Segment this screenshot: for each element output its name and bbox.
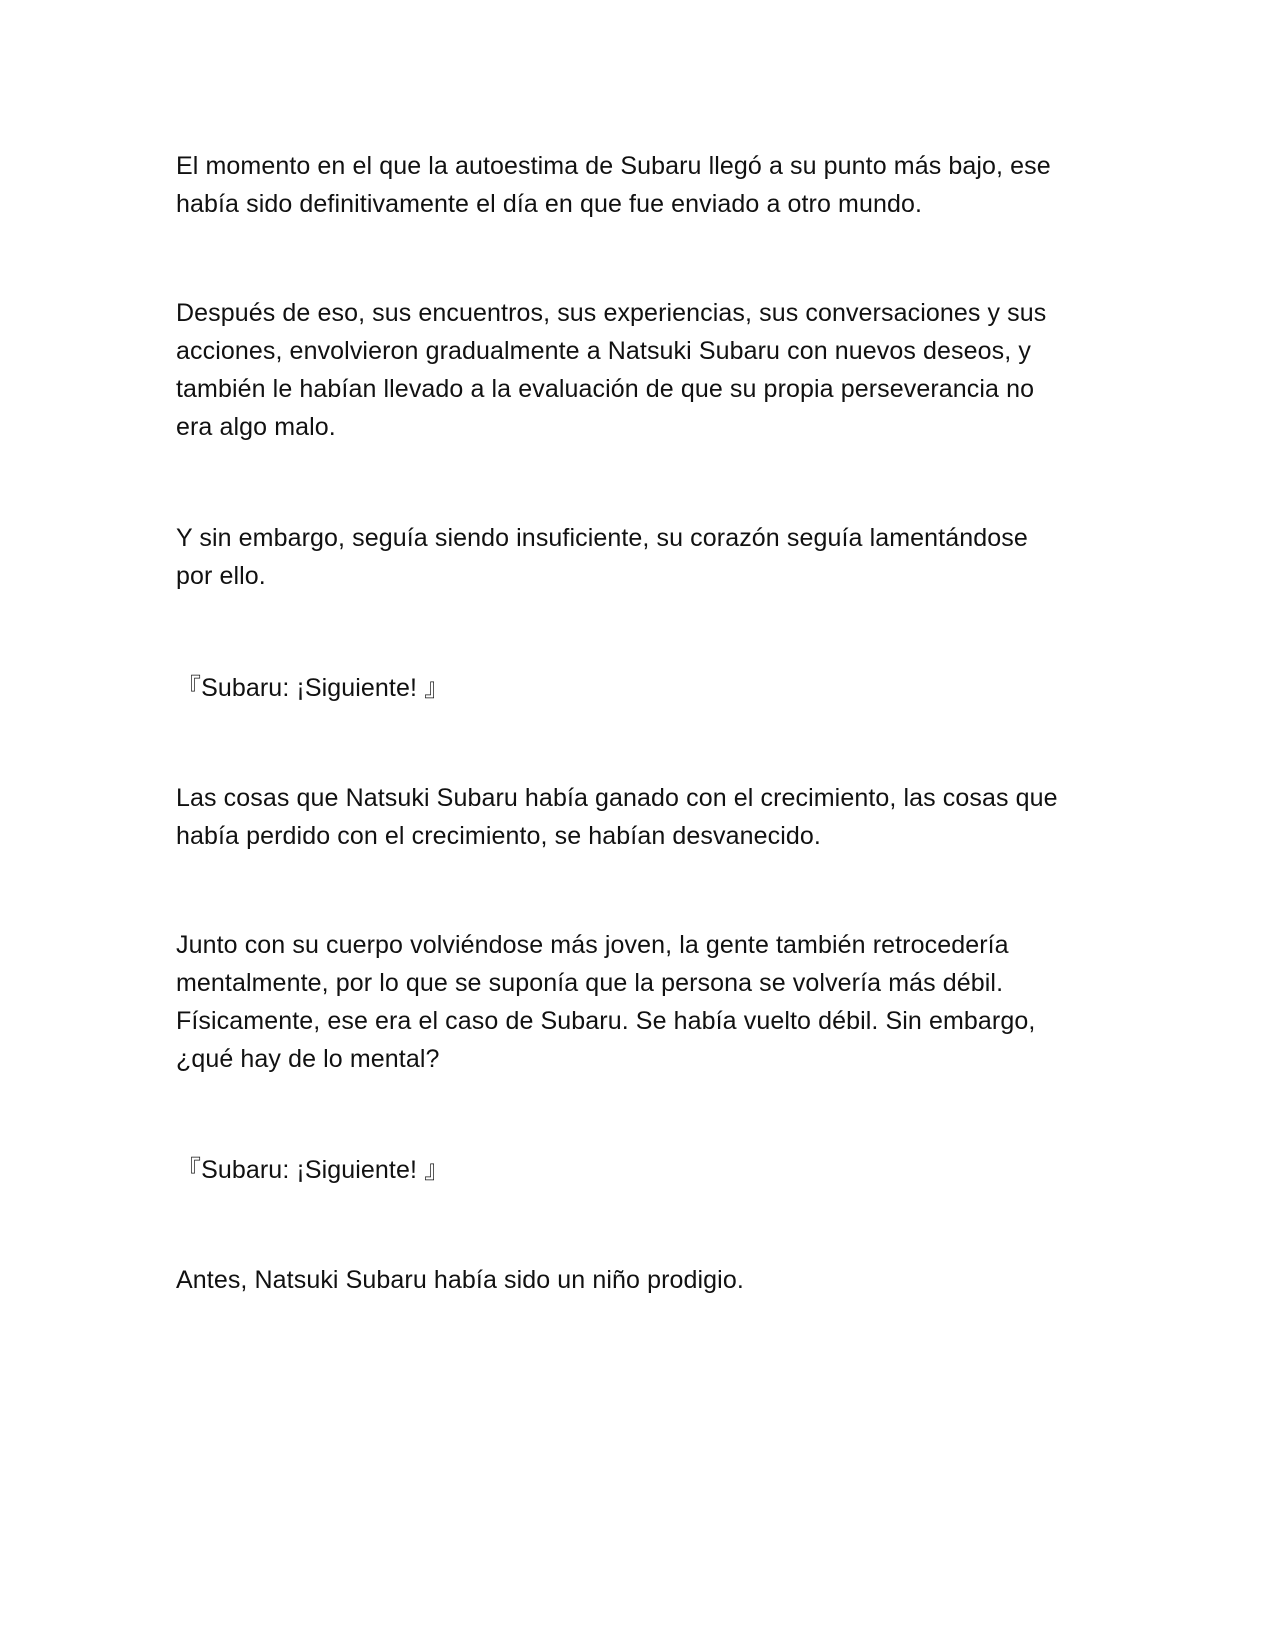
text-line: también le habían llevado a la evaluación de que su propia perseverancia no: [176, 375, 1035, 403]
text-line: Las cosas que Natsuki Subaru había ganado con el crecimiento, las cosas que: [176, 784, 1058, 812]
text-line: había sido definitivamente el día en que fue enviado a otro mundo.: [176, 190, 923, 218]
dialogue-line-1: [176, 669, 1106, 707]
paragraph-1: [176, 147, 1106, 223]
text-line: Antes, Natsuki Subaru había sido un niño prodigio.: [176, 1266, 744, 1294]
text-line: Y sin embargo, seguía siendo insuficiente, su corazón seguía lamentándose: [176, 524, 1028, 552]
paragraph-8: [176, 1261, 1106, 1299]
paragraph-2: [176, 294, 1106, 446]
paragraph-6: [176, 926, 1106, 1078]
paragraph-5: [176, 779, 1106, 855]
text-line: ¿qué hay de lo mental?: [176, 1045, 440, 1073]
text-line: 『Subaru: ¡Siguiente! 』: [176, 674, 450, 702]
text-line: 『Subaru: ¡Siguiente! 』: [176, 1156, 450, 1184]
text-line: había perdido con el crecimiento, se habían desvanecido.: [176, 822, 821, 850]
text-line: acciones, envolvieron gradualmente a Natsuki Subaru con nuevos deseos, y: [176, 337, 1031, 365]
dialogue-line-2: [176, 1151, 1106, 1189]
text-line: mentalmente, por lo que se suponía que la persona se volvería más débil.: [176, 969, 1004, 997]
text-line: Junto con su cuerpo volviéndose más joven, la gente también retrocedería: [176, 931, 1009, 959]
text-line: por ello.: [176, 562, 266, 590]
text-line: era algo malo.: [176, 413, 336, 441]
text-line: El momento en el que la autoestima de Subaru llegó a su punto más bajo, ese: [176, 152, 1051, 180]
text-line: Físicamente, ese era el caso de Subaru. Se había vuelto débil. Sin embargo,: [176, 1007, 1036, 1035]
paragraph-3: [176, 519, 1106, 595]
text-line: Después de eso, sus encuentros, sus experiencias, sus conversaciones y sus: [176, 299, 1047, 327]
